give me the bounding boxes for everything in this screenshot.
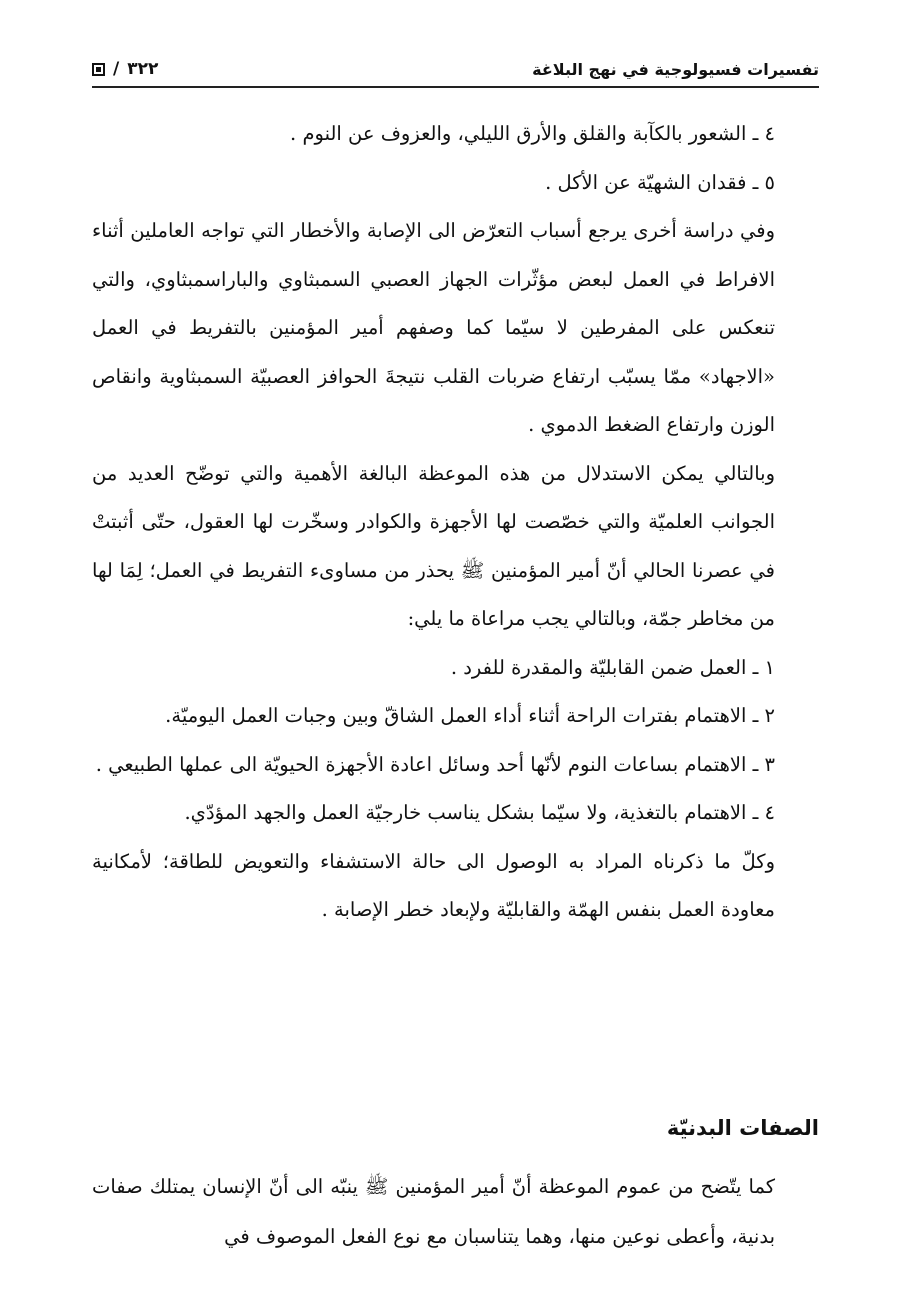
paragraph: وفي دراسة أخرى يرجع أسباب التعرّض الى الإصابة والأخطار التي تواجه العاملين أثناء الافراط في العمل لبعض مؤثّرات الجهاز العصبي السمبثاوي والباراسمبثاوي، والتي تنعكس على المفرطين لا سيّما كما وصفهم أمير المؤمنين بالتفريط في العمل «الاجهاد» ممّا يسبّب ارتفاع ضربات القلب نتيجةَ الحوافز العصبيّة السمبثاوية وانقاص الوزن وارتفاع الضغط الدموي . xyxy=(92,219,775,436)
list-item: ٤ ـ الاهتمام بالتغذية، ولا سيّما بشكل يناسب خارجيّة العمل والجهد المؤدّي. xyxy=(184,801,775,824)
paragraph: كما يتّضح من عموم الموعظة أنّ أمير المؤمنين ﷺ ينبّه الى أنّ الإنسان يمتلك صفات بدنية، وأعطى نوعين منها، وهما يتناسبان مع نوع الفعل الموصوف في xyxy=(92,1175,775,1248)
list-item: ٥ ـ فقدان الشهيّة عن الأكل . xyxy=(545,170,775,194)
list-item: ٢ ـ الاهتمام بفترات الراحة أثناء أداء العمل الشاقّ وبين وجبات العمل اليوميّة. xyxy=(165,704,775,727)
list-item: ١ ـ العمل ضمن القابليّة والمقدرة للفرد . xyxy=(450,655,775,679)
paragraph: وبالتالي يمكن الاستدلال من هذه الموعظة البالغة الأهمية والتي توضّح العديد من الجوانب العلميّة والتي خصّصت لها الأجهزة والكوادر وسخّرت لها العقول، حتّى أثبتتْ في عصرنا الحالي أنّ أمير المؤمنين ﷺ يحذر من مساوىء التفريط في العمل؛ لِمَا لها من مخاطر جمّة، وبالتالي يجب مراعاة ما يلي: xyxy=(92,461,775,630)
section-body xyxy=(92,1162,819,1262)
running-header xyxy=(92,52,819,88)
page-separator: / xyxy=(113,59,120,79)
page-number-group xyxy=(92,59,158,79)
square-ornament-icon xyxy=(92,63,105,76)
body-text xyxy=(92,110,819,935)
section-heading: الصفات البدنيّة xyxy=(666,1116,819,1140)
page-number: ٣٢٢ xyxy=(127,59,159,79)
paragraph: وكلّ ما ذكرناه المراد به الوصول الى حالة الاستشفاء والتعويض للطاقة؛ لأمكانية معاودة العمل بنفس الهمّة والقابليّة ولإبعاد خطر الإصابة . xyxy=(92,849,775,921)
list-item: ٤ ـ الشعور بالكآبة والقلق والأرق الليلي، والعزوف عن النوم . xyxy=(290,122,775,145)
list-item: ٣ ـ الاهتمام بساعات النوم لأنّها أحد وسائل اعادة الأجهزة الحيويّة الى عملها الطبيعي . xyxy=(95,752,775,776)
book-title: تفسيرات فسيولوجية في نهج البلاغة xyxy=(532,59,819,79)
